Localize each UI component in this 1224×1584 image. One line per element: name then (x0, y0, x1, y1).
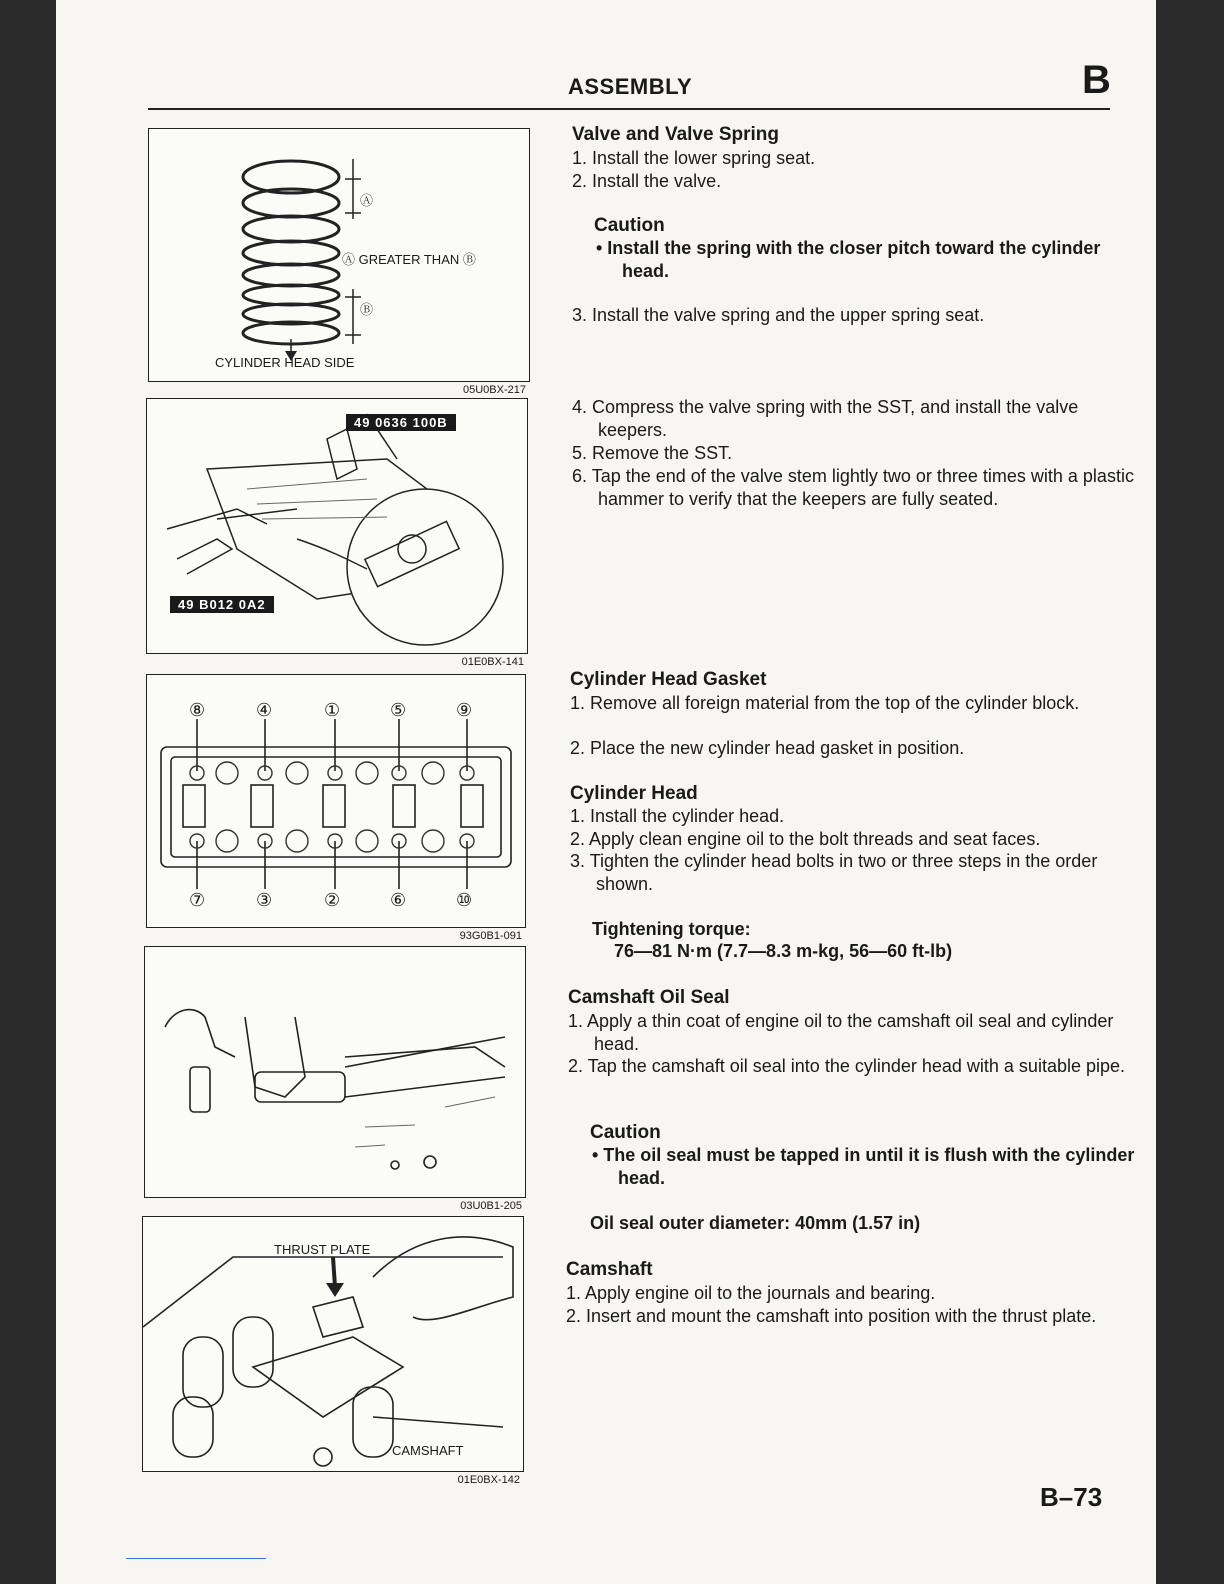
bolt-number: ③ (256, 890, 273, 910)
label-cylinder-head-side: CYLINDER HEAD SIDE (215, 355, 355, 370)
step: 3. Tighten the cylinder head bolts in two or three steps in the order shown. (570, 851, 1098, 894)
bolt-number: ① (324, 700, 341, 720)
label-greater-than: Ⓐ GREATER THAN Ⓑ (342, 252, 476, 267)
tool-number-top: 49 0636 100B (346, 414, 456, 431)
figure-caption: 05U0BX-217 (463, 384, 526, 396)
figure-caption: 01E0BX-142 (457, 1474, 520, 1486)
torque-label: Tightening torque: (592, 919, 751, 939)
step: 1. Apply engine oil to the journals and bearing. (566, 1283, 936, 1303)
step: 5. Remove the SST. (572, 443, 733, 463)
bolt-number: ⑩ (456, 890, 473, 910)
heading-valve-spring: Valve and Valve Spring (572, 124, 779, 145)
torque-value: 76—81 N·m (7.7—8.3 m-kg, 56—60 ft-lb) (614, 941, 953, 961)
oil-seal-diameter: Oil seal outer diameter: 40mm (1.57 in) (590, 1213, 921, 1233)
step: 1. Install the lower spring seat. (572, 148, 816, 168)
step: 3. Install the valve spring and the upper spring seat. (572, 305, 985, 325)
caution-text: • The oil seal must be tapped in until it is flush with the cylinder head. (592, 1145, 1135, 1188)
section-letter: B (1082, 58, 1111, 102)
heading-camshaft: Camshaft (566, 1259, 653, 1280)
step: 2. Place the new cylinder head gasket in position. (570, 738, 965, 758)
bolt-number: ⑧ (189, 700, 206, 720)
step: 1. Install the cylinder head. (570, 806, 785, 826)
header-rule (148, 108, 1110, 110)
page-number: B–73 (1040, 1482, 1103, 1512)
caution-text: • Install the spring with the closer pitch toward the cylinder head. (596, 238, 1101, 281)
heading-gasket: Cylinder Head Gasket (570, 669, 767, 690)
link-underline (126, 1558, 266, 1559)
heading-cylinder-head: Cylinder Head (570, 783, 698, 804)
bolt-number: ⑨ (456, 700, 473, 720)
compress-spring-figure (146, 398, 528, 654)
caution-heading: Caution (594, 215, 665, 236)
step: 1. Remove all foreign material from the top of the cylinder block. (570, 693, 1080, 713)
label-camshaft: CAMSHAFT (392, 1443, 464, 1458)
heading-oil-seal: Camshaft Oil Seal (568, 987, 730, 1008)
bolt-number: ④ (256, 700, 273, 720)
caution-heading: Caution (590, 1122, 661, 1143)
step: 2. Tap the camshaft oil seal into the cylinder head with a suitable pipe. (568, 1056, 1126, 1076)
step: 1. Apply a thin coat of engine oil to the camshaft oil seal and cylinder head. (568, 1011, 1114, 1054)
label-a: Ⓐ (360, 193, 374, 208)
figure-caption: 01E0BX-141 (461, 656, 524, 668)
label-b: Ⓑ (360, 302, 374, 317)
step: 6. Tap the end of the valve stem lightly two or three times with a plastic hammer to verify that the keepers are fully seated. (572, 466, 1134, 509)
tool-number-bottom: 49 B012 0A2 (170, 596, 274, 613)
bolt-number: ⑥ (390, 890, 407, 910)
label-thrust-plate: THRUST PLATE (274, 1242, 371, 1257)
step: 2. Install the valve. (572, 171, 722, 191)
section-title: ASSEMBLY (568, 74, 693, 99)
figure-caption: 03U0B1-205 (460, 1200, 522, 1212)
bolt-number: ⑤ (390, 700, 407, 720)
bolt-number: ② (324, 890, 341, 910)
step: 2. Insert and mount the camshaft into position with the thrust plate. (566, 1306, 1097, 1326)
step: 4. Compress the valve spring with the SST, and install the valve keepers. (572, 397, 1079, 440)
bolt-number: ⑦ (189, 890, 206, 910)
oil-seal-figure (144, 946, 526, 1198)
figure-caption: 93G0B1-091 (459, 930, 522, 942)
step: 2. Apply clean engine oil to the bolt threads and seat faces. (570, 829, 1041, 849)
